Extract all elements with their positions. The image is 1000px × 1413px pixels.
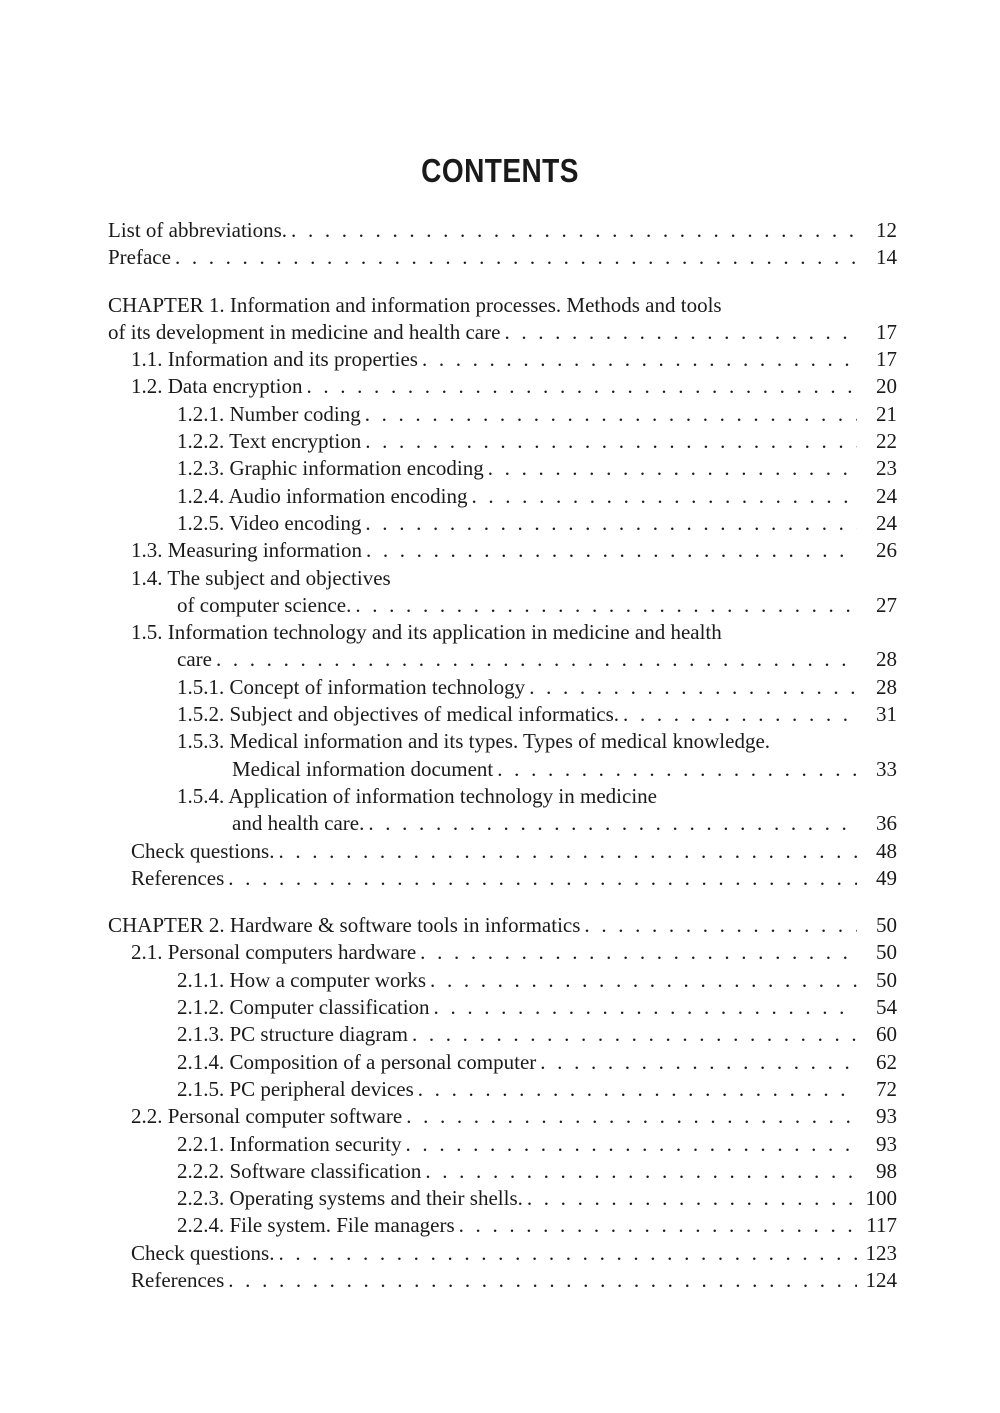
toc-entry-title: 1.2. Data encryption <box>131 374 303 399</box>
toc-page-number: 50 <box>876 967 897 992</box>
dot-leader <box>278 1240 857 1267</box>
dot-leader <box>430 967 857 994</box>
toc-entry-title: 1.2.2. Text encryption <box>177 429 362 454</box>
toc-entry[interactable] <box>108 373 897 400</box>
toc-entry[interactable] <box>108 646 897 673</box>
toc-page-number: 123 <box>865 1240 897 1265</box>
toc-entry-title: 1.5.4. Application of information technology in medicine <box>177 783 657 808</box>
toc-page-number: 23 <box>876 456 897 481</box>
toc-page-number: 21 <box>876 401 897 426</box>
toc-page-number: 93 <box>876 1104 897 1129</box>
toc-entry[interactable] <box>108 912 897 939</box>
toc-page-number: 24 <box>876 483 897 508</box>
toc-entry-title: 2.1. Personal computers hardware <box>131 940 417 965</box>
toc-entry-title: 2.2.2. Software classification <box>177 1158 422 1183</box>
dot-leader <box>365 401 857 428</box>
toc-entry[interactable] <box>108 1076 897 1103</box>
toc-entry-title: of computer science. <box>177 592 352 617</box>
toc-entry-heading[interactable] <box>108 565 897 592</box>
toc-entry-title: 1.4. The subject and objectives <box>131 565 391 590</box>
toc-entry-title: 2.1.2. Computer classification <box>177 995 430 1020</box>
dot-leader <box>355 592 857 619</box>
dot-leader <box>406 1103 857 1130</box>
toc-entry[interactable] <box>108 967 897 994</box>
toc-entry[interactable] <box>108 510 897 537</box>
toc-page-number: 20 <box>876 374 897 399</box>
toc-entry-title: 2.2. Personal computer software <box>131 1104 403 1129</box>
toc-entry[interactable] <box>108 1158 897 1185</box>
page-title: CONTENTS <box>421 152 579 189</box>
toc-entry-title: care <box>177 647 212 672</box>
dot-leader <box>425 1158 857 1185</box>
toc-entry-title: 1.5.2. Subject and objectives of medical informatics. <box>177 702 620 727</box>
dot-leader <box>365 428 857 455</box>
toc-entry[interactable] <box>108 1212 897 1239</box>
toc-page-number: 54 <box>876 995 897 1020</box>
toc-entry-title: CHAPTER 1. Information and information processes. Methods and tools <box>108 292 722 317</box>
dot-leader <box>278 838 857 865</box>
toc-page-number: 50 <box>876 940 897 965</box>
toc-page-number: 117 <box>866 1213 897 1238</box>
toc-page-number: 36 <box>876 811 897 836</box>
toc-entry[interactable] <box>108 1131 897 1158</box>
toc-page-number: 62 <box>876 1049 897 1074</box>
toc-entry[interactable] <box>108 838 897 865</box>
dot-leader <box>216 646 857 673</box>
toc-entry[interactable] <box>108 217 897 244</box>
toc-entry-title: 1.2.4. Audio information encoding <box>177 483 468 508</box>
toc-entry-title: 1.5.1. Concept of information technology <box>177 674 526 699</box>
toc-page-number: 49 <box>876 865 897 890</box>
toc-entry-title: Check questions. <box>131 1240 275 1265</box>
toc-entry[interactable] <box>108 674 897 701</box>
toc-entry-title: of its development in medicine and health care <box>108 319 501 344</box>
toc-page-number: 12 <box>876 218 897 242</box>
toc-entry-title: List of abbreviations. <box>108 218 288 242</box>
dot-leader <box>434 994 857 1021</box>
toc-entry[interactable] <box>108 1021 897 1048</box>
toc-entry[interactable] <box>108 346 897 373</box>
toc-entry[interactable] <box>108 1049 897 1076</box>
toc-entry-title: 2.1.4. Composition of a personal computer <box>177 1049 537 1074</box>
toc-entry[interactable] <box>108 1240 897 1267</box>
toc-page-number: 17 <box>876 319 897 344</box>
toc-entry-title: 1.2.1. Number coding <box>177 401 361 426</box>
toc-page-number: 98 <box>876 1158 897 1183</box>
toc-entry[interactable] <box>108 592 897 619</box>
dot-leader <box>291 217 857 244</box>
dot-leader <box>228 1267 857 1294</box>
toc-page-number: 124 <box>865 1267 897 1292</box>
toc-page-number: 26 <box>876 538 897 563</box>
toc-entry-heading[interactable] <box>108 783 897 810</box>
dot-leader <box>422 346 857 373</box>
toc-entry-title: 1.2.5. Video encoding <box>177 510 362 535</box>
dot-leader <box>529 674 857 701</box>
toc-entry-title: 2.2.1. Information security <box>177 1131 402 1156</box>
toc-entry[interactable] <box>108 994 897 1021</box>
dot-leader <box>540 1049 857 1076</box>
dot-leader <box>497 756 857 783</box>
toc-page-number: 48 <box>876 838 897 863</box>
toc-entry-title: 1.3. Measuring information <box>131 538 362 563</box>
dot-leader <box>175 244 857 271</box>
toc-entry-title: 2.1.1. How a computer works <box>177 967 427 992</box>
dot-leader <box>488 455 857 482</box>
toc-page-number: 50 <box>876 913 897 938</box>
dot-leader <box>504 319 857 346</box>
toc-chapter-heading[interactable] <box>108 292 897 319</box>
toc-entry-title: 2.1.5. PC peripheral devices <box>177 1076 414 1101</box>
toc-entry[interactable] <box>108 810 897 837</box>
toc-entry-title: 1.5. Information technology and its application in medicine and health <box>131 620 722 645</box>
toc-entry-heading[interactable] <box>108 728 897 755</box>
dot-leader <box>228 865 857 892</box>
toc-page-number: 72 <box>876 1076 897 1101</box>
toc-entry-title: 1.5.3. Medical information and its types. Types of medical knowledge. <box>177 729 771 754</box>
toc-entry-title: References <box>131 865 225 890</box>
dot-leader <box>459 1212 857 1239</box>
dot-leader <box>406 1131 857 1158</box>
toc-page-number: 24 <box>876 510 897 535</box>
toc-entry-title: 2.2.4. File system. File managers <box>177 1213 455 1238</box>
dot-leader <box>418 1076 857 1103</box>
toc-entry-title: 1.2.3. Graphic information encoding <box>177 456 484 481</box>
toc-page-number: 22 <box>876 429 897 454</box>
toc-page-number: 28 <box>876 647 897 672</box>
toc-entry-title: and health care. <box>232 811 365 836</box>
dot-leader <box>527 1185 857 1212</box>
toc-entry[interactable] <box>108 701 897 728</box>
toc-page-number: 100 <box>865 1186 897 1211</box>
toc-entry[interactable] <box>108 865 897 892</box>
toc-entry[interactable] <box>108 1103 897 1130</box>
toc-entry-title: CHAPTER 2. Hardware & software tools in informatics <box>108 913 581 938</box>
toc-entry[interactable] <box>108 319 897 346</box>
toc-page-number: 27 <box>876 592 897 617</box>
dot-leader <box>584 912 857 939</box>
toc-entry-heading[interactable] <box>108 619 897 646</box>
dot-leader <box>420 939 857 966</box>
toc-entry[interactable] <box>108 483 897 510</box>
dot-leader <box>623 701 857 728</box>
toc-entry-title: 2.1.3. PC structure diagram <box>177 1022 408 1047</box>
toc-page-number: 28 <box>876 674 897 699</box>
toc-entry[interactable] <box>108 1185 897 1212</box>
toc-page-number: 31 <box>876 702 897 727</box>
toc-entry[interactable] <box>108 428 897 455</box>
toc-entry-title: Check questions. <box>131 838 275 863</box>
dot-leader <box>471 483 857 510</box>
toc-entry-title: Preface <box>108 245 171 270</box>
toc-page-number: 93 <box>876 1131 897 1156</box>
toc-entry[interactable] <box>108 244 897 271</box>
dot-leader <box>366 537 857 564</box>
toc-entry[interactable] <box>108 455 897 482</box>
toc-entry-title: 1.1. Information and its properties <box>131 347 418 372</box>
table-of-contents <box>108 217 897 1294</box>
toc-entry[interactable] <box>108 1267 897 1294</box>
toc-page-number: 17 <box>876 347 897 372</box>
dot-leader <box>306 373 857 400</box>
dot-leader <box>412 1021 857 1048</box>
toc-entry[interactable] <box>108 939 897 966</box>
toc-page-number: 33 <box>876 756 897 781</box>
toc-entry-title: References <box>131 1267 225 1292</box>
toc-entry[interactable] <box>108 756 897 783</box>
toc-page-number: 14 <box>876 245 897 270</box>
dot-leader <box>365 510 857 537</box>
toc-page-number: 60 <box>876 1022 897 1047</box>
toc-entry[interactable] <box>108 537 897 564</box>
toc-entry-title: Medical information document <box>232 756 494 781</box>
dot-leader <box>368 810 857 837</box>
toc-entry-title: 2.2.3. Operating systems and their shells. <box>177 1186 523 1211</box>
toc-entry[interactable] <box>108 401 897 428</box>
